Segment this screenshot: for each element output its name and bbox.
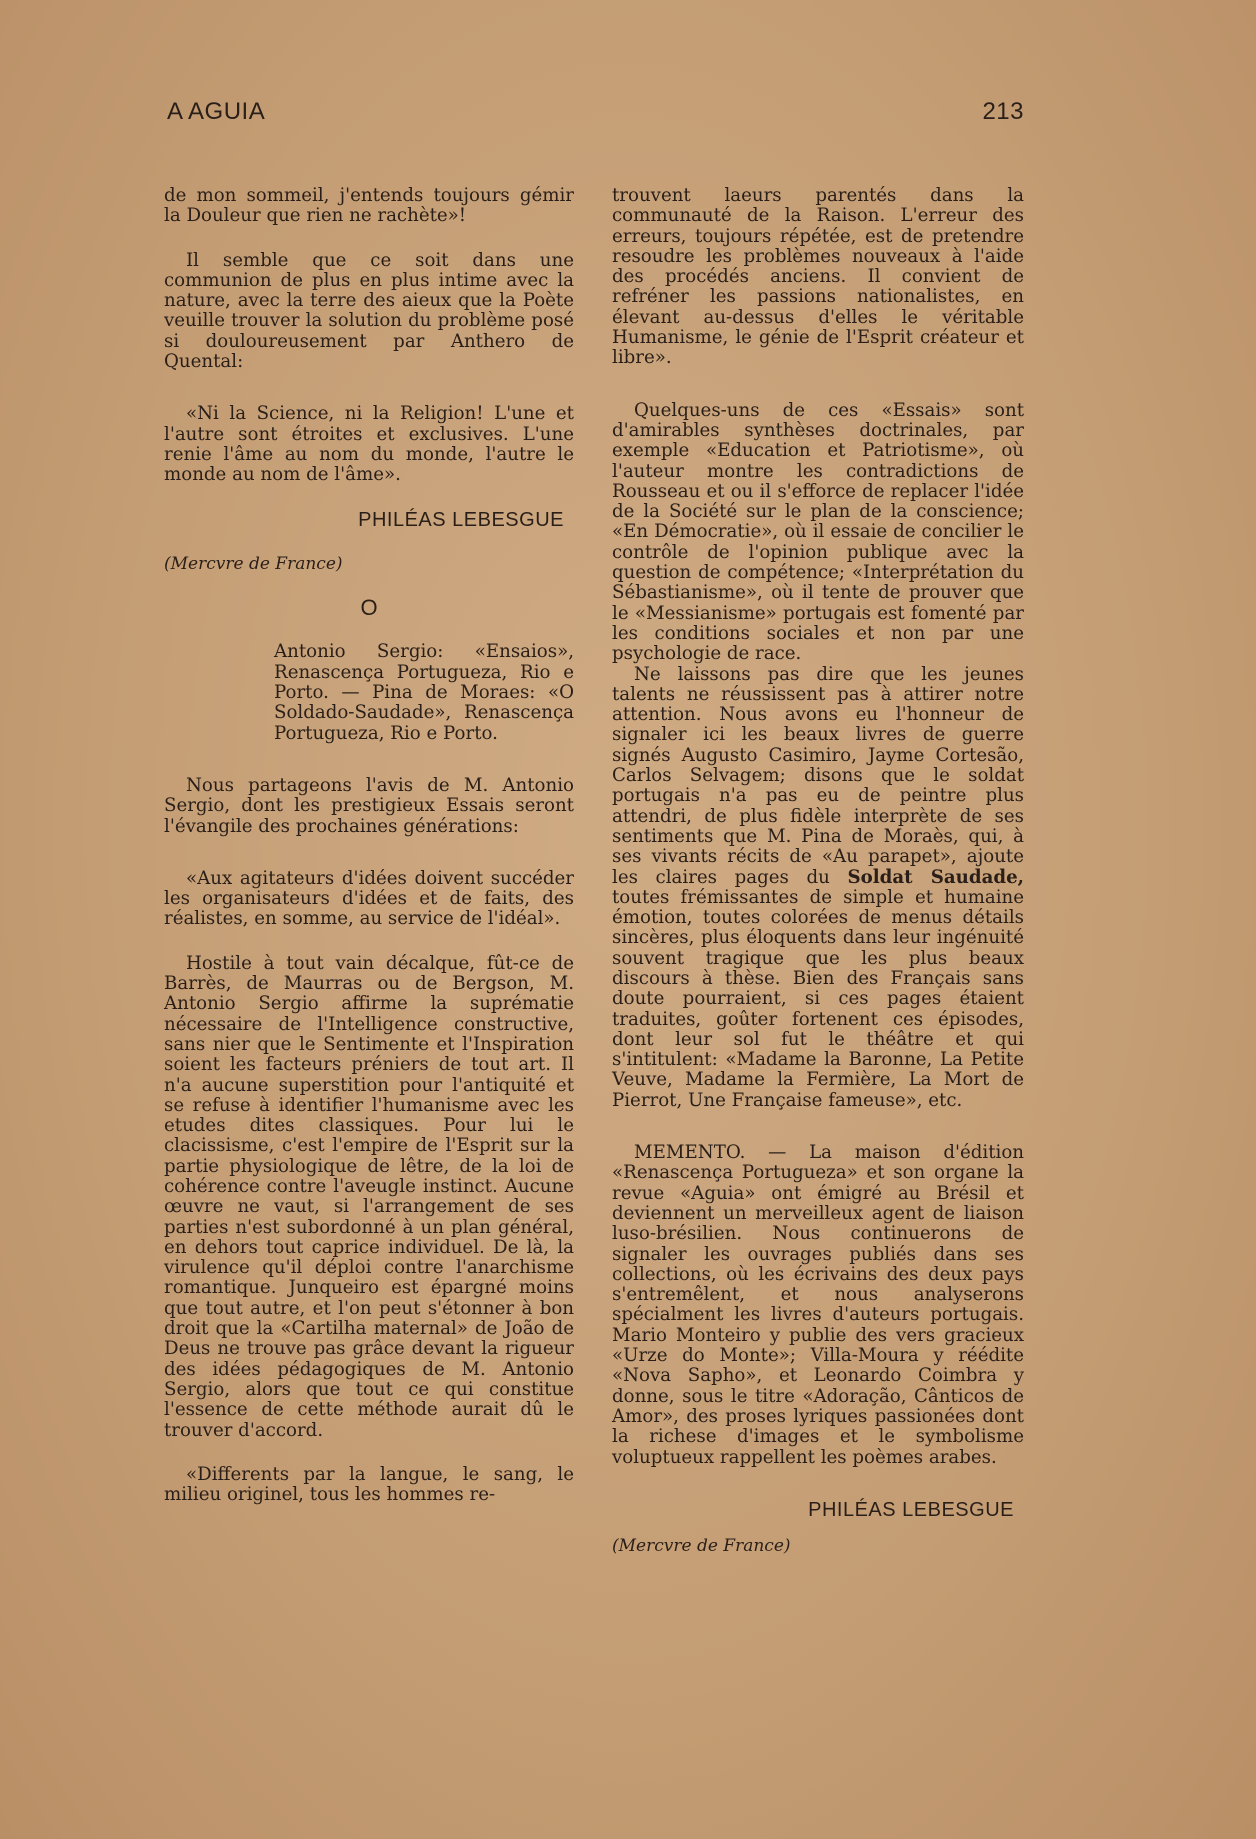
quotation: «Differents par la langue, le sang, le milieu originel, tous les hommes re-: [164, 1463, 574, 1506]
left-column: [164, 186, 574, 1505]
paragraph-text: toutes frémissantes de simple et humaine émotion, toutes colorées de menus détails sincères, plus éloquents dans leur ingénuité souvent tragique que les plus beaux discours à thèse. Bien des Français sans doute pourraient, si ces pages étaient traduites, goûter fortenent ces épisodes, dont leur sol fut le théâtre et qui s'intitulent: «Madame la Baronne, La Petite Veuve, Madame la Fermière, La Mort de Pierrot, Une Française fameuse», etc.: [612, 886, 1024, 1111]
paragraph: Nous partageons l'avis de M. Antonio Sergio, dont les prestigieux Essais seront l'évangile des prochaines générations:: [164, 774, 574, 837]
running-head: [167, 98, 1024, 126]
author-signature: PHILÉAS LEBESGUE: [358, 508, 564, 531]
quotation: «Aux agitateurs d'idées doivent succéder les organisateurs d'idées et de faits, des réalistes, en somme, au service de l'idéal».: [164, 867, 574, 930]
source-citation: (Mercvre de France): [612, 1536, 791, 1557]
memento-paragraph: MEMENTO. — La maison d'édition «Renascença Portugueza» et son organe la revue «Aguia» ont émigré au Brésil et deviennent un merveilleux agent de liaison luso-brésilien. Nous continuerons de signaler les ouvrages publiés dans ses collections, où les écrivains des deux pays s'entremêlent, et nous analyserons spécialment les livres d'auteurs portugais. Mario Monteiro y publie des vers gracieux «Urze do Monte»; Villa-Moura y réédite «Nova Sapho», et Leonardo Coimbra y donne, sous le titre «Adoração, Cânticos de Amor», des proses lyriques passionées dont la richese d'images et le symbolisme voluptueux rappellent les poèmes arabes.: [612, 1142, 1024, 1468]
book-title: Soldat Saudade,: [847, 866, 1024, 888]
paragraph: Il semble que ce soit dans une communion de plus en plus intime avec la nature, avec la terre des aieux que la Poète veuille trouver la solution du problème posé si douloureusement par Anthero de Quental:: [164, 249, 574, 373]
source-citation: (Mercvre de France): [164, 553, 343, 574]
paragraph: [612, 665, 1024, 1112]
quotation: «Ni la Science, ni la Religion! L'une et l'autre sont étroites et exclusives. L'une renie l'âme au nom du monde, l'autre le monde au nom de l'âme».: [164, 403, 574, 486]
right-column: [612, 186, 1024, 1556]
author-signature: PHILÉAS LEBESGUE: [808, 1498, 1014, 1521]
section-ornament: O: [360, 595, 378, 621]
books-reviewed: Antonio Sergio: «Ensaios», Renascença Portugueza, Rio e Porto. — Pina de Moraes: «O Soldado-Saudade», Renascença Portugueza, Rio e Porto.: [274, 641, 574, 744]
paragraph: trouvent laeurs parentés dans la communauté de la Raison. L'erreur des erreurs, toujours répétée, est de pretendre resoudre les problèmes nouveaux à l'aide des procédés anciens. Il convient de refréner les passions nationalistes, en élevant au-dessus d'elles le véritable Humanisme, le génie de l'Esprit créateur et libre».: [612, 185, 1024, 369]
journal-title: A AGUIA: [167, 98, 266, 125]
paragraph: Quelques-uns de ces «Essais» sont d'amirables synthèses doctrinales, par exemple «Education et Patriotisme», où l'auteur montre les contradictions de Rousseau et ou il s'efforce de replacer l'idée de la Société sur le plan de la conscience; «En Démocratie», où il essaie de concilier le contrôle de l'opinion publique avec la question de compétence; «Interprétation du Sébastianisme», où il tente de prouver que le «Messianisme» portugais est fomenté par les conditions sociales et non par une psychologie de race.: [612, 399, 1024, 665]
page-number: 213: [982, 98, 1024, 125]
paragraph-text: Ne laissons pas dire que les jeunes talents ne réussissent pas à attirer notre attention. Nous avons eu l'honneur de signaler ici les beaux livres de guerre signés Augusto Casimiro, Jayme Cortesão, Carlos Selvagem; disons que le soldat portugais n'a pas eu de peintre plus attendri, de plus fidèle interprète de ses sentiments que M. Pina de Moraès, qui, à ses vivants récits de «Au parapet», ajoute les claires pages du: [612, 663, 1024, 888]
paragraph: de mon sommeil, j'entends toujours gémir la Douleur que rien ne rachète»!: [164, 185, 574, 227]
paragraph: Hostile à tout vain décalque, fût-ce de Barrès, de Maurras ou de Bergson, M. Antonio Sergio affirme la suprématie nécessaire de l'Intelligence constructive, sans nier que le Sentimente et l'Inspiration soient les facteurs préniers de tout art. Il n'a aucune superstition pour l'antiquité et se refuse à identifier l'humanisme avec les etudes dites classiques. Pour lui le clacissisme, c'est l'empire de l'Esprit sur la partie physiologique de lêtre, de la loi de cohérence contre l'aveugle instinct. Aucune œuvre ne vaut, si l'arrangement de ses parties n'est subordonné à un plan général, en dehors tout caprice individuel. De là, la virulence qu'il déploi contre l'anarchisme romantique. Junqueiro est épargné moins que tout autre, et l'on peut s'étonner à bon droit que la «Cartilha maternal» de João de Deus ne trouve pas grâce devant la rigueur des idées pédagogiques de M. Antonio Sergio, alors que tout ce qui constitue l'essence de cette méthode aurait dû le trouver d'accord.: [164, 952, 574, 1441]
